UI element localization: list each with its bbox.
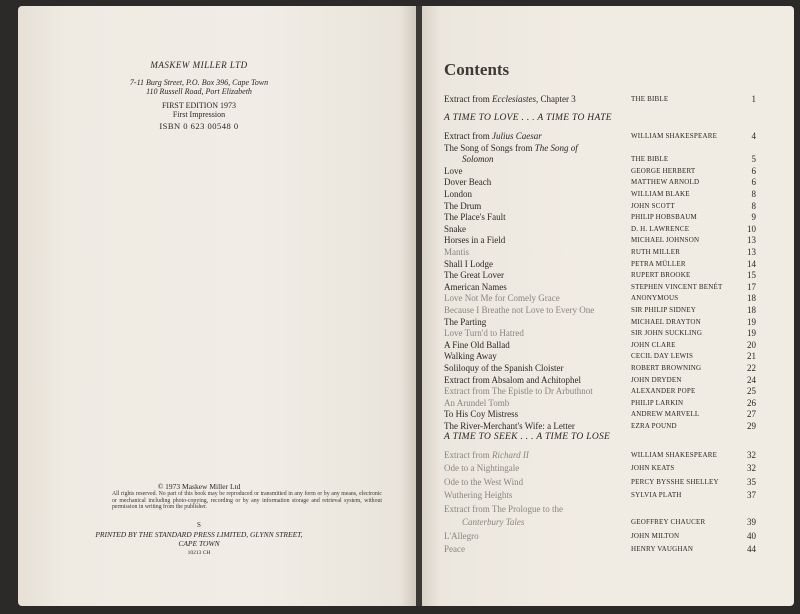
entry-author: STEPHEN VINCENT BENÉT [631,282,723,291]
entry-page-number: 19 [747,328,756,339]
printer-symbol: S [197,521,201,529]
entry-page-number: 21 [747,351,756,362]
entry-page-number: 8 [751,189,756,199]
entry-author: PHILIP HOBSBAUM [631,213,697,222]
entry-author: ANONYMOUS [631,294,679,303]
entry-page-number: 20 [747,339,756,350]
entry-page-number: 37 [747,490,756,501]
entry-page-number: 4 [751,131,756,141]
entry-title: Ode to a Nightingale [444,463,520,474]
entry-author: PETRA MÜLLER [631,259,686,268]
entry-title: Love [444,165,463,176]
entry-page-number: 13 [747,235,756,246]
entry-title: Extract from Richard II [444,449,529,460]
entry-author: ANDREW MARVELL [631,410,700,419]
entry-title: Because I Breathe not Love to Every One [444,305,595,315]
entry-title: Extract from The Epistle to Dr Arbuthnot [444,386,593,397]
entry-page-number: 24 [747,374,756,385]
entry-page-number: 44 [747,544,756,555]
entry-page-number: 40 [747,530,756,541]
entry-author: WILLIAM SHAKESPEARE [631,132,718,140]
entry-title: Love Turn'd to Hatred [444,328,524,339]
entry-title-italic: Canterbury Tales [462,517,525,528]
entry-title-italic: Julius Caesar [491,131,542,141]
entry-page-number: 5 [751,154,756,165]
entry-author: JOHN SCOTT [631,201,675,210]
entry-page-number: 14 [747,258,756,269]
entry-author: ROBERT BROWNING [631,364,702,372]
entry-title: The Place's Fault [444,212,506,223]
entry-title: Mantis [444,247,470,257]
edition-info [0,101,398,119]
entry-author: RUTH MILLER [631,248,681,256]
entry-title: American Names [444,281,507,292]
entry-page-number: 19 [747,316,756,327]
entry-author: EZRA POUND [631,422,677,430]
edition-line: First Impression [172,110,226,119]
entry-author: JOHN DRYDEN [631,375,682,384]
entry-author: ALEXANDER POPE [631,387,696,396]
entry-author: THE BIBLE [631,155,669,164]
entry-page-number: 22 [747,363,756,373]
entry-author: JOHN CLARE [631,340,676,349]
entry-page-number: 26 [747,397,756,408]
printer-line: PRINTED BY THE STANDARD PRESS LIMITED, GLYNN STREET, [95,530,303,539]
entry-title [462,153,494,165]
entry-page-number: 15 [747,270,756,281]
entry-author: WILLIAM SHAKESPEARE [631,450,718,459]
entry-title: The Great Lover [444,270,504,281]
entry-page-number: 27 [747,409,756,420]
address-line: 110 Russell Road, Port Elizabeth [146,87,252,96]
entry-title: The River-Merchant's Wife: a Letter [444,421,575,431]
entry-page-number: 32 [747,463,756,474]
entry-title: Snake [444,223,466,234]
entry-title-italic: The Song of [534,142,578,153]
section-heading: A TIME TO LOVE . . . A TIME TO HATE [444,113,612,123]
entry-page-number: 17 [747,281,756,292]
entry-author: CECIL DAY LEWIS [631,352,694,361]
entry-page-number: 18 [747,305,756,315]
entry-title-italic: Richard II [491,449,529,460]
print-code: 10213 CH [187,550,211,556]
entry-title: Peace [444,544,465,555]
entry-page-number: 13 [747,247,756,257]
entry-page-number: 32 [747,449,756,460]
entry-author: SYLVIA PLATH [631,491,682,500]
entry-page-number: 18 [747,293,756,304]
entry-page-number: 1 [751,94,756,104]
entry-author: D. H. LAWRENCE [631,224,690,233]
entry-title-italic: Ecclesiastes [491,94,536,104]
entry-author: GEORGE HERBERT [631,166,696,175]
entry-page-number: 6 [751,165,756,176]
rights-statement: All rights reserved. No part of this book may be reproduced or transmitted in any form or by any means, electronic or mechanical including photo-copying, recording or by any information storage and retrieval system, without permission in writing from the publisher. [112,491,382,511]
entry-author: HENRY VAUGHAN [631,545,694,554]
entry-author: WILLIAM BLAKE [631,190,690,198]
entry-title: London [444,189,472,199]
entry-title: An Arundel Tomb [444,397,510,408]
entry-page-number: 9 [751,212,756,223]
entry-title: Shall I Lodge [444,258,493,269]
copyright-notice: © 1973 Maskew Miller Ltd [157,482,241,491]
printer-info [0,530,398,548]
printer-line: CAPE TOWN [178,539,220,548]
entry-page-number: 8 [751,200,756,211]
entry-page-number: 39 [747,517,756,528]
entry-title: A Fine Old Ballad [444,339,510,350]
entry-author: RUPERT BROOKE [631,271,691,280]
entry-title: The Parting [444,316,487,327]
entry-title: Wuthering Heights [444,490,513,501]
entry-title: Extract from Julius Caesar [444,131,542,141]
entry-author: MICHAEL DRAYTON [631,317,701,326]
entry-title: Extract from Absalom and Achitophel [444,374,581,385]
entry-title: Extract from Ecclesiastes, Chapter 3 [444,94,576,104]
left-page [18,6,416,606]
entry-author: JOHN KEATS [631,464,675,473]
entry-title-italic: Solomon [462,154,494,165]
entry-author: MATTHEW ARNOLD [631,178,700,187]
entry-title: The Drum [444,200,482,211]
entry-author: SIR PHILIP SIDNEY [631,306,696,314]
isbn: ISBN 0 623 00548 0 [159,121,239,131]
entry-page-number: 35 [747,476,756,487]
publisher-name: MASKEW MILLER LTD [150,60,248,70]
entry-title: L'Allegro [444,530,479,541]
entry-title: Horses in a Field [444,235,506,246]
entry-title: Extract from The Prologue to the [444,503,564,514]
entry-author: MICHAEL JOHNSON [631,236,700,245]
entry-author: GEOFFREY CHAUCER [631,518,706,527]
entry-title: The Song of Songs from The Song of [444,142,578,153]
entry-title: Walking Away [444,351,497,362]
entry-page-number: 6 [751,177,756,188]
publisher-address [0,78,398,96]
entry-author: PERCY BYSSHE SHELLEY [631,477,719,486]
address-line: 7-11 Burg Street, P.O. Box 396, Cape Town [129,78,269,87]
contents-title: Contents [444,60,510,79]
edition-line: FIRST EDITION 1973 [161,101,237,110]
section-heading: A TIME TO SEEK . . . A TIME TO LOSE [444,431,611,442]
entry-title: To His Coy Mistress [444,409,519,420]
entry-title: Soliloquy of the Spanish Cloister [444,363,564,373]
entry-page-number: 10 [747,223,756,234]
entry-title [462,516,524,528]
entry-author: JOHN MILTON [631,531,680,540]
entry-title: Love Not Me for Comely Grace [444,293,560,304]
entry-page-number: 25 [747,386,756,397]
entry-page-number: 29 [747,421,756,431]
entry-author: PHILIP LARKIN [631,398,684,407]
entry-title: Dover Beach [444,177,492,188]
entry-author: SIR JOHN SUCKLING [631,329,703,338]
entry-author: THE BIBLE [631,95,669,103]
entry-title: Ode to the West Wind [444,476,524,487]
